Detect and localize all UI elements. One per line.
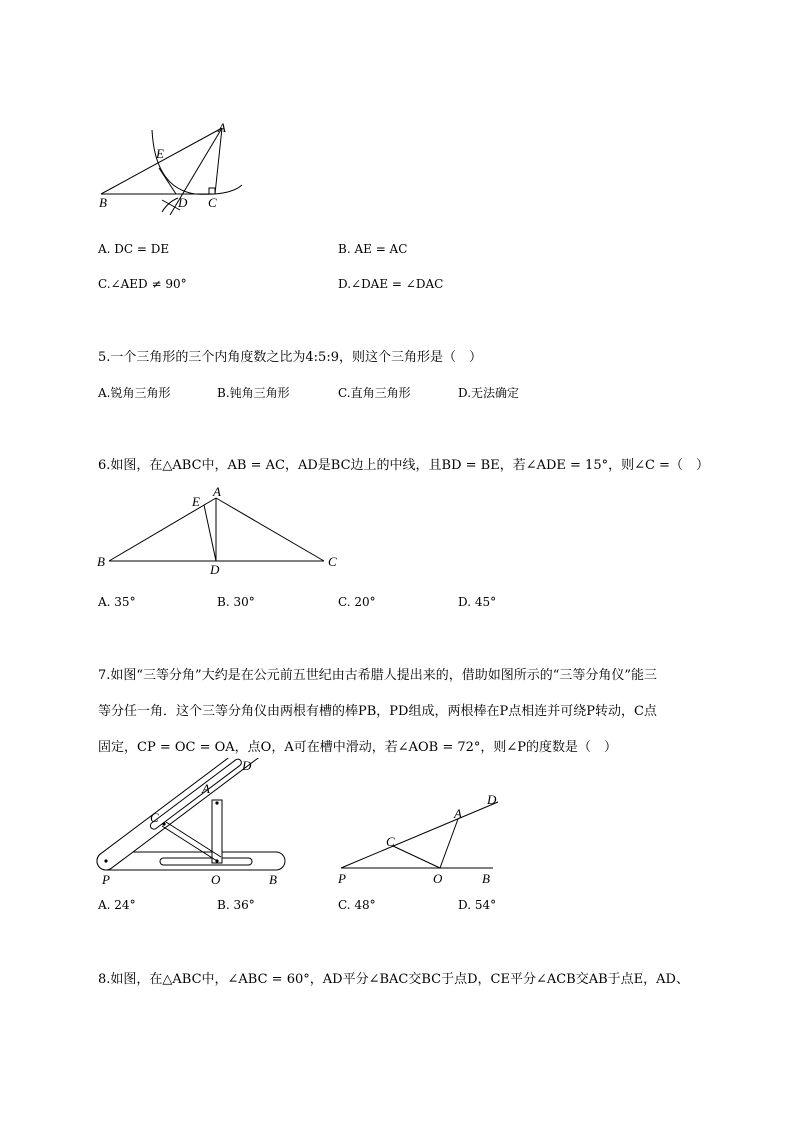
- q8-question: 8.如图，在△ABC中，∠ABC = 60°，AD平分∠BAC交BC于点D，CE平分∠ACB交AB于点E，AD、: [98, 972, 689, 987]
- label-B: B: [269, 872, 277, 887]
- q6-question: 6.如图，在△ABC中，AB = AC，AD是BC边上的中线，且BD = BE，若∠ADE = 15°，则∠C =（ ）: [98, 458, 709, 473]
- link-OA: [212, 800, 222, 863]
- q6-option-b[interactable]: B. 30°: [217, 595, 255, 609]
- pivot-O: [215, 859, 218, 862]
- right-angle-mark: [209, 188, 215, 194]
- label-B: B: [482, 871, 490, 886]
- q5-question: 5.一个三角形的三个内角度数之比为4:5:9，则这个三角形是（ ）: [98, 350, 482, 365]
- segment-ED: [204, 505, 216, 561]
- label-A: A: [213, 484, 221, 499]
- label-A: A: [202, 781, 210, 796]
- q6-option-d[interactable]: D. 45°: [458, 595, 497, 609]
- q5-option-b[interactable]: B.钝角三角形: [217, 386, 290, 400]
- segment-AC: [216, 498, 324, 561]
- label-C: C: [386, 834, 395, 849]
- pivot-C: [162, 822, 165, 825]
- q6-figure: [92, 484, 352, 578]
- q7-question-line3: 固定，CP = OC = OA，点O，A可在槽中滑动，若∠AOB = 72°，则∠P的度数是（ ）: [98, 740, 618, 755]
- pivot-A: [215, 801, 218, 804]
- label-B: B: [97, 554, 105, 569]
- label-D: D: [242, 758, 252, 773]
- segment-OA: [440, 819, 458, 868]
- label-A: A: [454, 806, 462, 821]
- label-O: O: [433, 871, 443, 886]
- label-P: P: [338, 871, 346, 886]
- q7-trisector-figure: [92, 758, 292, 890]
- q7-option-c[interactable]: C. 48°: [338, 898, 376, 912]
- label-O: O: [211, 872, 221, 887]
- q6-option-a[interactable]: A. 35°: [98, 595, 136, 609]
- q5-option-c[interactable]: C.直角三角形: [338, 386, 411, 400]
- label-C: C: [208, 195, 217, 210]
- label-A: A: [218, 120, 226, 135]
- label-E: E: [192, 494, 200, 509]
- segment-ED: [159, 168, 176, 194]
- q7-option-d[interactable]: D. 54°: [458, 898, 497, 912]
- label-D: D: [178, 195, 188, 210]
- segment-AB: [101, 128, 222, 194]
- segment-CO: [393, 846, 440, 868]
- label-P: P: [102, 872, 110, 887]
- q7-question-line1: 7.如图“三等分角”大约是在公元前五世纪由古希腊人提出来的，借助如图所示的“三等分角仪”能三: [98, 668, 657, 683]
- q4-option-d[interactable]: D.∠DAE = ∠DAC: [338, 277, 444, 291]
- label-C: C: [328, 554, 337, 569]
- label-D: D: [487, 792, 497, 807]
- q5-option-a[interactable]: A.锐角三角形: [98, 386, 171, 400]
- label-E: E: [156, 146, 164, 161]
- label-B: B: [99, 195, 107, 210]
- label-D: D: [210, 562, 220, 577]
- q4-option-c[interactable]: C.∠AED ≠ 90°: [98, 277, 187, 291]
- q7-option-b[interactable]: B. 36°: [217, 898, 255, 912]
- q6-option-c[interactable]: C. 20°: [338, 595, 376, 609]
- pivot-P: [104, 859, 107, 862]
- q7-option-a[interactable]: A. 24°: [98, 898, 136, 912]
- q4-option-b[interactable]: B. AE = AC: [338, 242, 408, 256]
- q5-option-d[interactable]: D.无法确定: [458, 386, 520, 400]
- q7-question-line2: 等分任一角．这个三等分角仪由两根有槽的棒PB，PD组成，两根棒在P点相连并可绕P转动，C点: [98, 704, 657, 719]
- q7-geometry-figure: [330, 788, 510, 888]
- label-C: C: [150, 810, 159, 825]
- q4-figure: [90, 118, 250, 218]
- q4-option-a[interactable]: A. DC = DE: [98, 242, 170, 256]
- arc: [152, 130, 242, 194]
